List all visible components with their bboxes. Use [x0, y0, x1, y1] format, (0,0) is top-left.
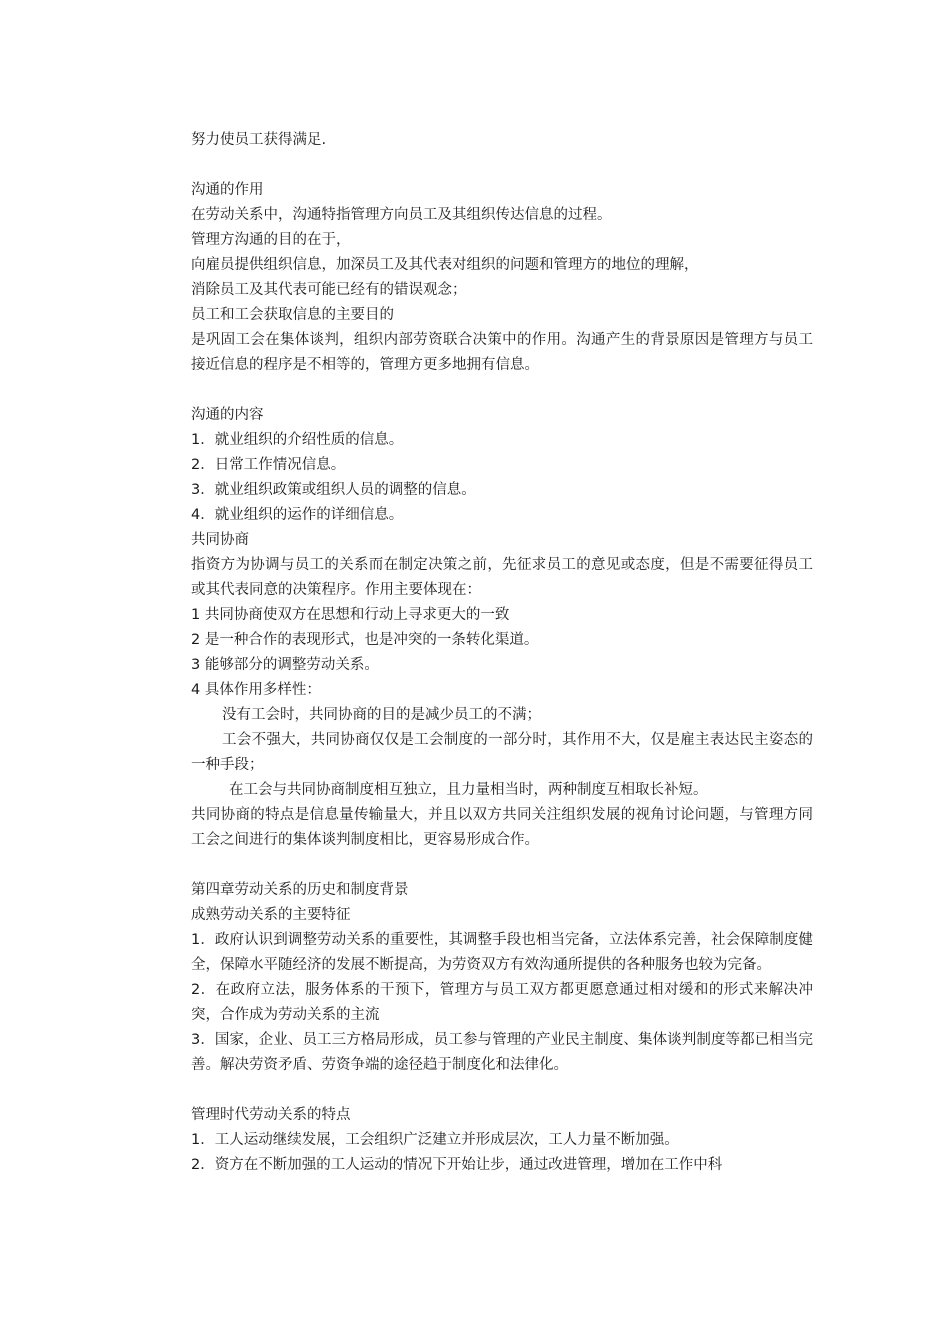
paragraph: 是巩固工会在集体谈判，组织内部劳资联合决策中的作用。沟通产生的背景原因是管理方与员工接近信息的程序是不相等的，管理方更多地拥有信息。	[191, 332, 813, 373]
document-body	[191, 128, 813, 1178]
text-line: 向雇员提供组织信息，加深员工及其代表对组织的问题和管理方的地位的理解，	[191, 257, 699, 273]
text-line: 2．资方在不断加强的工人运动的情况下开始让步，通过改进管理，增加在工作中科	[191, 1157, 723, 1173]
text-line: 努力使员工获得满足.	[191, 132, 327, 148]
text-line: 1 共同协商使双方在思想和行动上寻求更大的一致	[191, 607, 510, 623]
text-line: 管理时代劳动关系的特点	[191, 1107, 351, 1123]
paragraph: 2．在政府立法，服务体系的干预下，管理方与员工双方都更愿意通过相对缓和的形式来解决冲突，合作成为劳动关系的主流	[191, 982, 813, 1023]
text-line: 第四章劳动关系的历史和制度背景	[191, 882, 409, 898]
indented-paragraph: 工会不强大，共同协商仅仅是工会制度的一部分时，其作用不大，仅是雇主表达民主姿态的一种手段；	[191, 732, 813, 773]
indented-line: 没有工会时，共同协商的目的是减少员工的不满；	[222, 707, 541, 723]
paragraph: 共同协商的特点是信息量传输量大，并且以双方共同关注组织发展的视角讨论问题，与管理方同工会之间进行的集体谈判制度相比，更容易形成合作。	[191, 807, 813, 848]
paragraph: 3．国家，企业、员工三方格局形成，员工参与管理的产业民主制度、集体谈判制度等都已相当完善。解决劳资矛盾、劳资争端的途径趋于制度化和法律化。	[191, 1032, 813, 1073]
blank-line	[191, 378, 813, 403]
indented-line: 在工会与共同协商制度相互独立，且力量相当时，两种制度互相取长补短。	[229, 782, 708, 798]
blank-line	[191, 853, 813, 878]
text-line: 2．日常工作情况信息。	[191, 457, 346, 473]
text-line: 1．工人运动继续发展，工会组织广泛建立并形成层次，工人力量不断加强。	[191, 1132, 679, 1148]
paragraph: 指资方为协调与员工的关系而在制定决策之前，先征求员工的意见或态度，但是不需要征得员工或其代表同意的决策程序。作用主要体现在：	[191, 557, 813, 598]
text-line: 4 具体作用多样性：	[191, 682, 321, 698]
text-line: 沟通的内容	[191, 407, 264, 423]
text-line: 2 是一种合作的表现形式，也是冲突的一条转化渠道。	[191, 632, 539, 648]
text-line: 消除员工及其代表可能已经有的错误观念；	[191, 282, 467, 298]
text-line: 3．就业组织政策或组织人员的调整的信息。	[191, 482, 476, 498]
text-line: 成熟劳动关系的主要特征	[191, 907, 351, 923]
blank-line	[191, 1078, 813, 1103]
blank-line	[191, 153, 813, 178]
text-line: 在劳动关系中，沟通特指管理方向员工及其组织传达信息的过程。	[191, 207, 612, 223]
text-line: 1．就业组织的介绍性质的信息。	[191, 432, 404, 448]
text-line: 4．就业组织的运作的详细信息。	[191, 507, 404, 523]
text-line: 3 能够部分的调整劳动关系。	[191, 657, 379, 673]
text-line: 共同协商	[191, 532, 249, 548]
text-line: 管理方沟通的目的在于，	[191, 232, 351, 248]
text-line: 员工和工会获取信息的主要目的	[191, 307, 394, 323]
paragraph: 1．政府认识到调整劳动关系的重要性，其调整手段也相当完备，立法体系完善，社会保障制度健全，保障水平随经济的发展不断提高，为劳资双方有效沟通所提供的各种服务也较为完备。	[191, 932, 813, 973]
text-line: 沟通的作用	[191, 182, 264, 198]
